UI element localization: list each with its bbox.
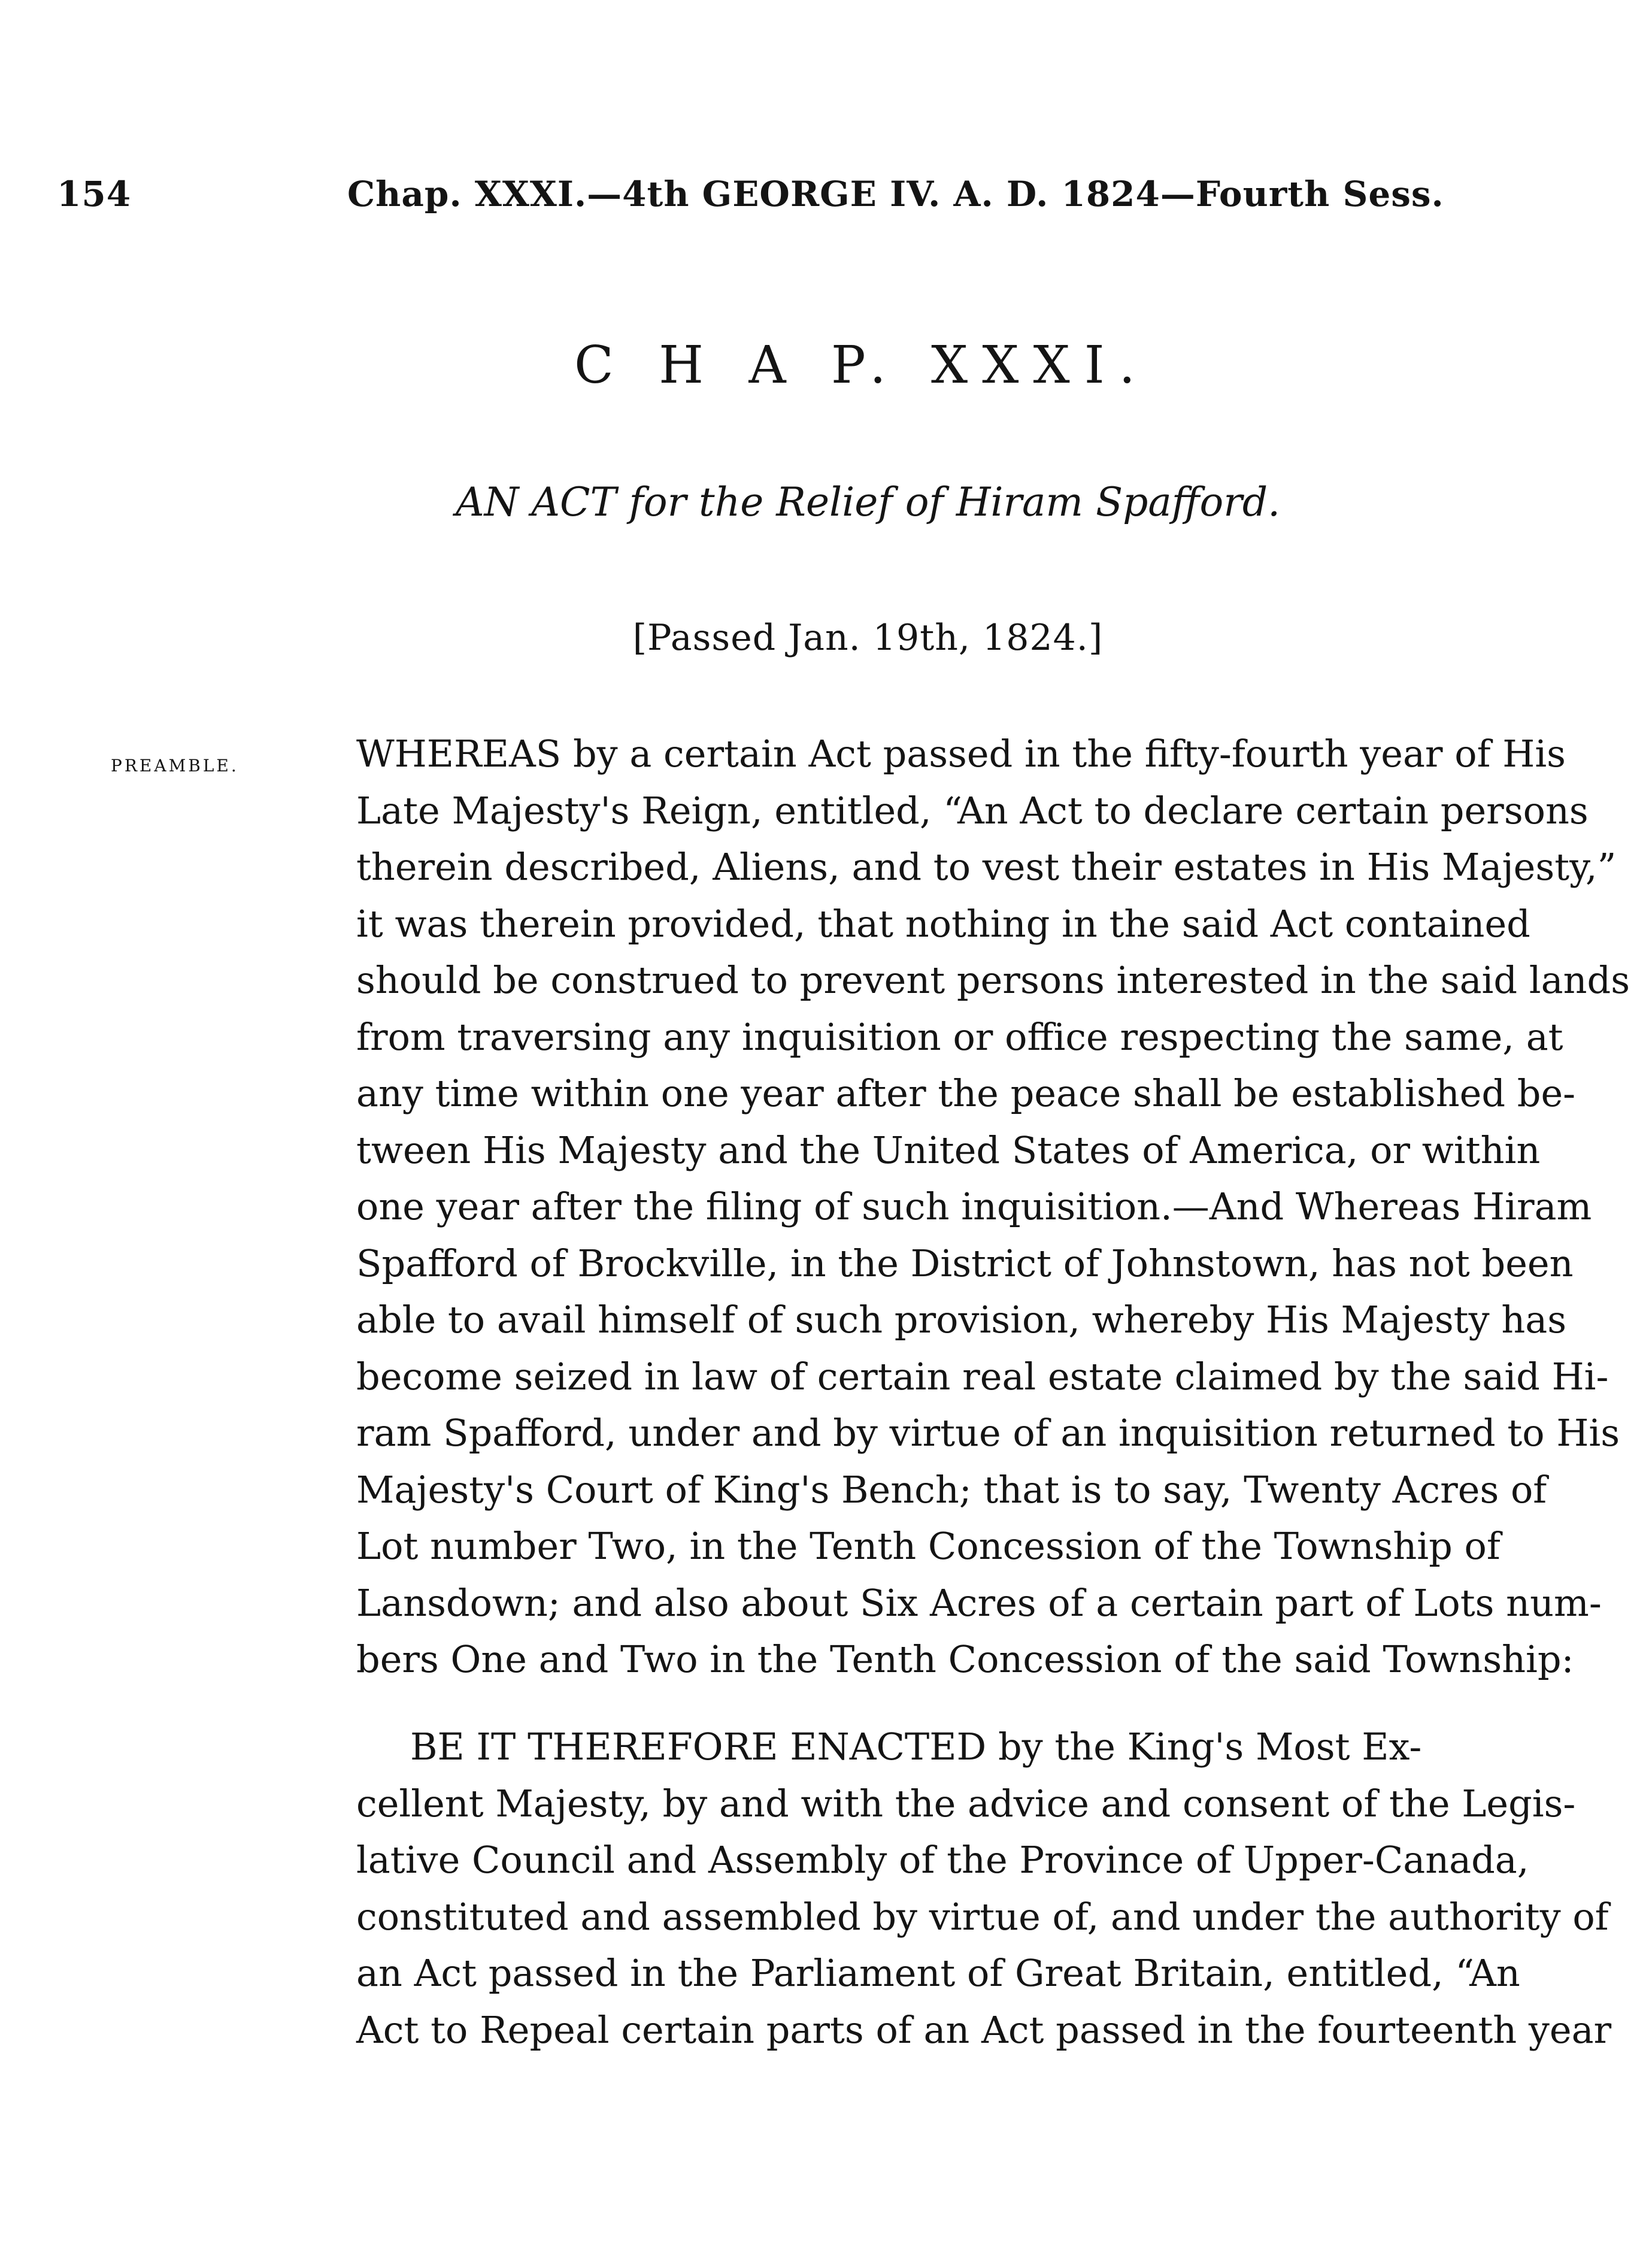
preamble-line: any time within one year after the peace shall be established be- [356, 1071, 1576, 1115]
preamble-line: able to avail himself of such provision, whereby His Majesty has [356, 1298, 1567, 1342]
preamble-line: ram Spafford, under and by virtue of an inquisition returned to His [356, 1411, 1620, 1455]
preamble-line: from traversing any inquisition or office respecting the same, at [356, 1015, 1563, 1059]
preamble-line: become seized in law of certain real estate claimed by the said Hi- [356, 1354, 1609, 1398]
passed-date: [Passed Jan. 19th, 1824.] [632, 617, 1104, 659]
enacting-line: Act to Repeal certain parts of an Act passed in the fourteenth year [356, 2007, 1612, 2052]
margin-note-preamble: PREAMBLE. [111, 756, 239, 776]
act-title: AN ACT for the Relief of Hiram Spafford. [455, 479, 1281, 525]
enacting-line: an Act passed in the Parliament of Great Britain, entitled, “An [356, 1951, 1520, 1995]
preamble-line: one year after the filing of such inquisition.—And Whereas Hiram [356, 1185, 1592, 1228]
enacting-line: constituted and assembled by virtue of, and under the authority of [356, 1894, 1609, 1939]
preamble-line: Spafford of Brockville, in the District of Johnstown, has not been [356, 1241, 1574, 1285]
running-head [57, 174, 1590, 228]
preamble-line: Majesty's Court of King's Bench; that is to say, Twenty Acres of [356, 1467, 1547, 1512]
preamble-line: bers One and Two in the Tenth Concession of the said Township: [356, 1637, 1574, 1681]
preamble-line: Lot number Two, in the Tenth Concession of the Township of [356, 1524, 1501, 1568]
preamble-line: Lansdown; and also about Six Acres of a certain part of Lots num- [356, 1580, 1602, 1625]
preamble-line: tween His Majesty and the United States of America, or within [356, 1128, 1541, 1172]
preamble-line: it was therein provided, that nothing in the said Act contained [356, 901, 1530, 946]
preamble-line: Late Majesty's Reign, entitled, “An Act to declare certain persons [356, 788, 1589, 832]
chapter-title: C H A P. XXXI. [574, 335, 1150, 395]
enacting-line: BE IT THEREFORE ENACTED by the King's Most Ex- [410, 1725, 1422, 1769]
preamble-line: should be construed to prevent persons interested in the said lands [356, 958, 1630, 1002]
enacting-line: lative Council and Assembly of the Province of Upper-Canada, [356, 1838, 1529, 1882]
page-number: 154 [57, 174, 132, 214]
running-head-text: Chap. XXXI.—4th GEORGE IV. A. D. 1824—Fourth Sess. [347, 174, 1444, 214]
enacting-line: cellent Majesty, by and with the advice and consent of the Legis- [356, 1781, 1576, 1825]
preamble-line: WHEREAS by a certain Act passed in the fifty-fourth year of His [356, 732, 1566, 776]
preamble-line: therein described, Aliens, and to vest their estates in His Majesty,” [356, 845, 1617, 889]
enacting-paragraph [356, 1719, 1612, 2058]
preamble-paragraph [356, 726, 1630, 1688]
